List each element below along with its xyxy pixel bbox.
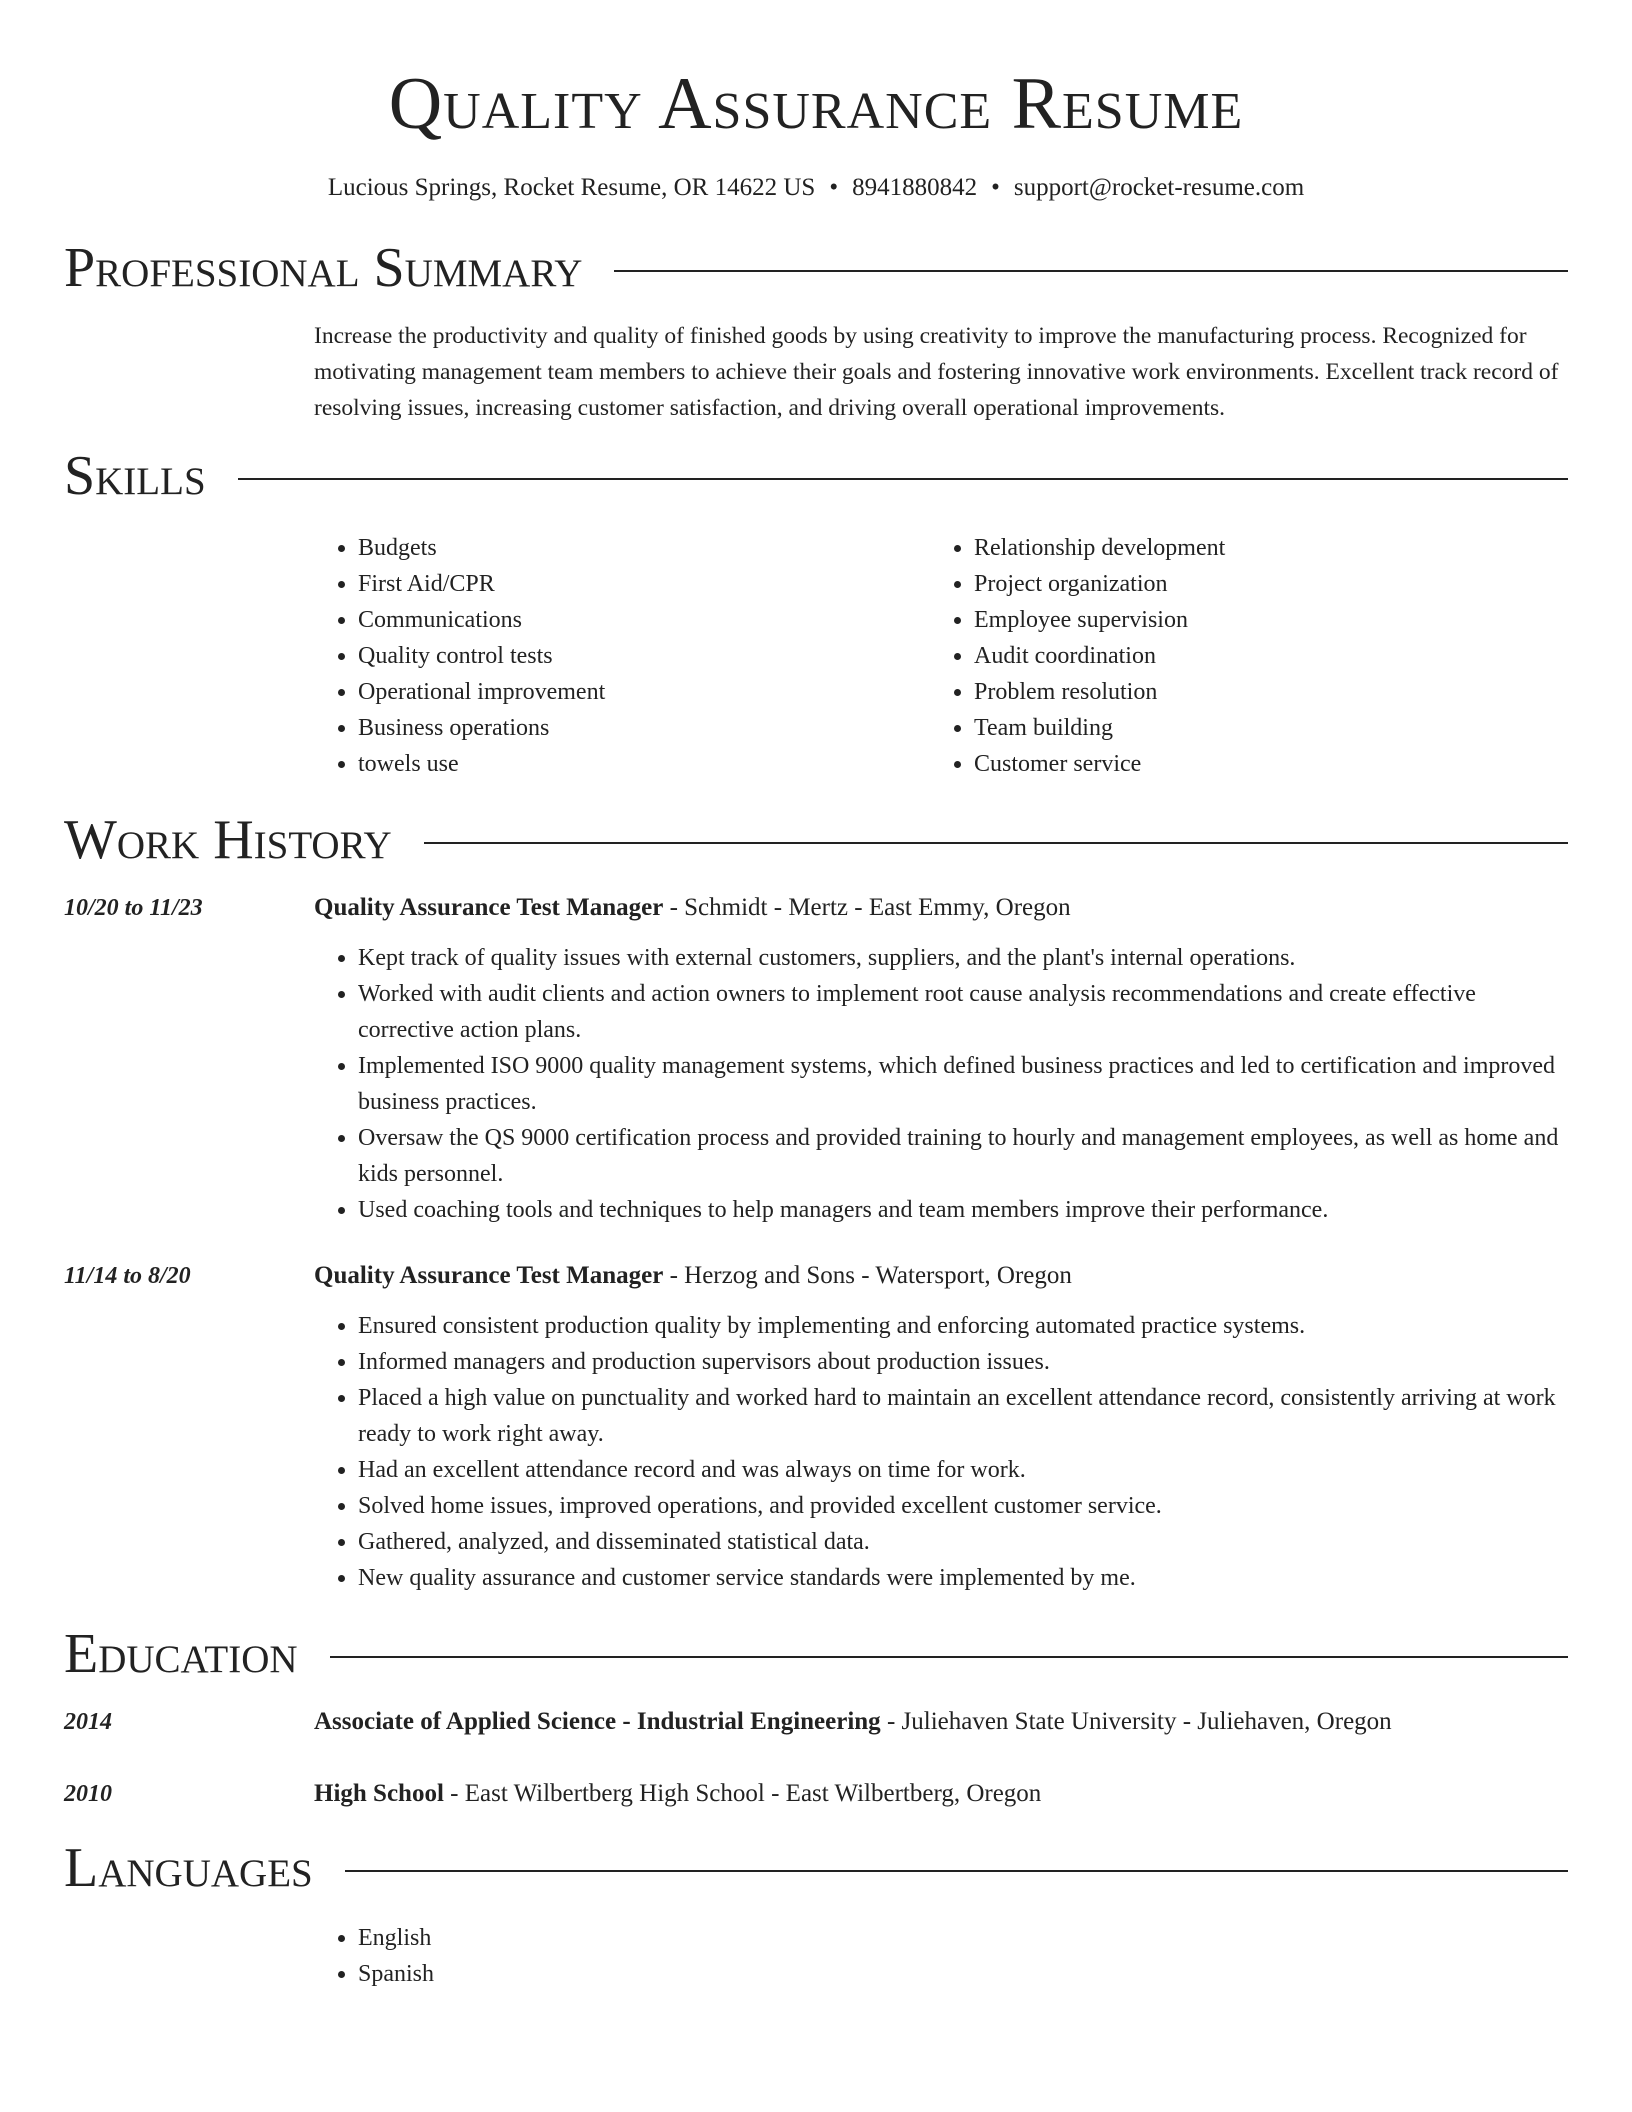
skills-column-right <box>930 530 1546 782</box>
separator: • <box>991 174 1000 201</box>
skill-item: • Project organization <box>974 566 1546 602</box>
job-bullet: • Worked with audit clients and action owners to implement root cause analysis recommendations and create effective corrective action plans. <box>358 976 1568 1048</box>
summary-text: Increase the productivity and quality of finished goods by using creativity to improve the manufacturing process. Recognized for motivating management team members to achieve their goals and fostering innovative work environments. Excellent track record of resolving issues, increasing customer satisfaction, and driving overall operational improvements. <box>314 323 1559 421</box>
education-title: Education <box>64 1623 298 1685</box>
languages-section <box>64 1836 1568 1992</box>
job-bullet: • Placed a high value on punctuality and worked hard to maintain an excellent attendance record, consistently arriving at work ready to work right away. <box>358 1380 1568 1452</box>
skills-title: Skills <box>64 445 206 507</box>
job-bullets <box>314 1308 1568 1596</box>
skills-column-left <box>314 530 930 782</box>
skills-list-left <box>314 530 930 782</box>
separator: • <box>829 174 839 201</box>
skill-item: • Customer service <box>974 746 1546 782</box>
skill-item: • Communications <box>358 602 930 638</box>
skill-item: • Operational improvement <box>358 674 930 710</box>
work-history-title: Work History <box>64 809 392 871</box>
job-bullet: • New quality assurance and customer service standards were implemented by me. <box>358 1560 1568 1596</box>
phone: 8941880842 <box>852 174 978 201</box>
section-divider <box>345 1870 1568 1872</box>
skill-item: • Problem resolution <box>974 674 1546 710</box>
skill-item: • Relationship development <box>974 530 1546 566</box>
skill-item: • First Aid/CPR <box>358 566 930 602</box>
job-bullets <box>314 940 1568 1228</box>
languages-list <box>314 1920 1568 1992</box>
section-divider <box>614 270 1568 272</box>
job-bullet: • Had an excellent attendance record and was always on time for work. <box>358 1452 1568 1488</box>
job-title-line <box>314 890 1071 926</box>
job-role: Quality Assurance Test Manager <box>314 1262 664 1289</box>
job-bullet: • Used coaching tools and techniques to help managers and team members improve their performance. <box>358 1192 1568 1228</box>
education-degree: Associate of Applied Science - Industrial Engineering <box>314 1708 881 1735</box>
education-year: 2014 <box>64 1709 112 1735</box>
summary-title: Professional Summary <box>64 237 583 299</box>
job-bullet: • Oversaw the QS 9000 certification process and provided training to hourly and management employees, as well as home and kids personnel. <box>358 1120 1568 1192</box>
job-employer: - Schmidt - Mertz - East Emmy, Oregon <box>663 894 1071 921</box>
education-line <box>314 1776 1041 1812</box>
job-bullet: • Informed managers and production supervisors about production issues. <box>358 1344 1568 1380</box>
education-school: - East Wilbertberg High School - East Wilbertberg, Oregon <box>443 1780 1042 1807</box>
education-school: - Juliehaven State University - Juliehaven, Oregon <box>880 1708 1392 1735</box>
education-line <box>314 1704 1392 1740</box>
job-dates: 11/14 to 8/20 <box>64 1263 191 1289</box>
job-header <box>64 890 1568 926</box>
skill-item: • Budgets <box>358 530 930 566</box>
job-bullet: • Solved home issues, improved operations, and provided excellent customer service. <box>358 1488 1568 1524</box>
work-history-section <box>64 808 1568 1596</box>
contact-line <box>64 172 1568 204</box>
language-item: • Spanish <box>358 1956 1568 1992</box>
skills-columns <box>314 530 1568 782</box>
job-entry <box>64 890 1568 1228</box>
section-divider <box>238 478 1568 480</box>
language-item: • English <box>358 1920 1568 1956</box>
address: Lucious Springs, Rocket Resume, OR 14622 US <box>327 174 816 201</box>
section-heading <box>64 236 1568 300</box>
skill-item: • Business operations <box>358 710 930 746</box>
resume-title: Quality Assurance Resume <box>388 63 1244 145</box>
education-entry <box>64 1704 1568 1740</box>
section-heading <box>64 808 1568 872</box>
skill-item: • Team building <box>974 710 1546 746</box>
skill-item: • Employee supervision <box>974 602 1546 638</box>
education-section <box>64 1622 1568 1812</box>
section-divider <box>330 1656 1568 1658</box>
email: support@rocket-resume.com <box>1013 174 1305 201</box>
job-bullet: • Ensured consistent production quality by implementing and enforcing automated practice systems. <box>358 1308 1568 1344</box>
resume-page <box>64 0 1568 1992</box>
job-employer: - Herzog and Sons - Watersport, Oregon <box>663 1262 1072 1289</box>
job-bullet: • Kept track of quality issues with external customers, suppliers, and the plant's internal operations. <box>358 940 1568 976</box>
job-title-line <box>314 1258 1072 1294</box>
job-bullet: • Gathered, analyzed, and disseminated statistical data. <box>358 1524 1568 1560</box>
job-entry <box>64 1258 1568 1596</box>
education-year: 2010 <box>64 1781 112 1807</box>
skills-section <box>64 444 1568 782</box>
skills-list-right <box>930 530 1546 782</box>
education-degree: High School <box>314 1780 444 1807</box>
section-heading <box>64 444 1568 508</box>
languages-title: Languages <box>64 1837 313 1899</box>
education-entry <box>64 1776 1568 1812</box>
job-header <box>64 1258 1568 1294</box>
skill-item: • Audit coordination <box>974 638 1546 674</box>
section-heading <box>64 1622 1568 1686</box>
job-bullet: • Implemented ISO 9000 quality management systems, which defined business practices and led to certification and improved business practices. <box>358 1048 1568 1120</box>
summary-section <box>64 236 1568 426</box>
section-divider <box>424 842 1568 844</box>
job-role: Quality Assurance Test Manager <box>314 894 664 921</box>
section-heading <box>64 1836 1568 1900</box>
skill-item: • Quality control tests <box>358 638 930 674</box>
skill-item: • towels use <box>358 746 930 782</box>
job-dates: 10/20 to 11/23 <box>64 895 203 921</box>
